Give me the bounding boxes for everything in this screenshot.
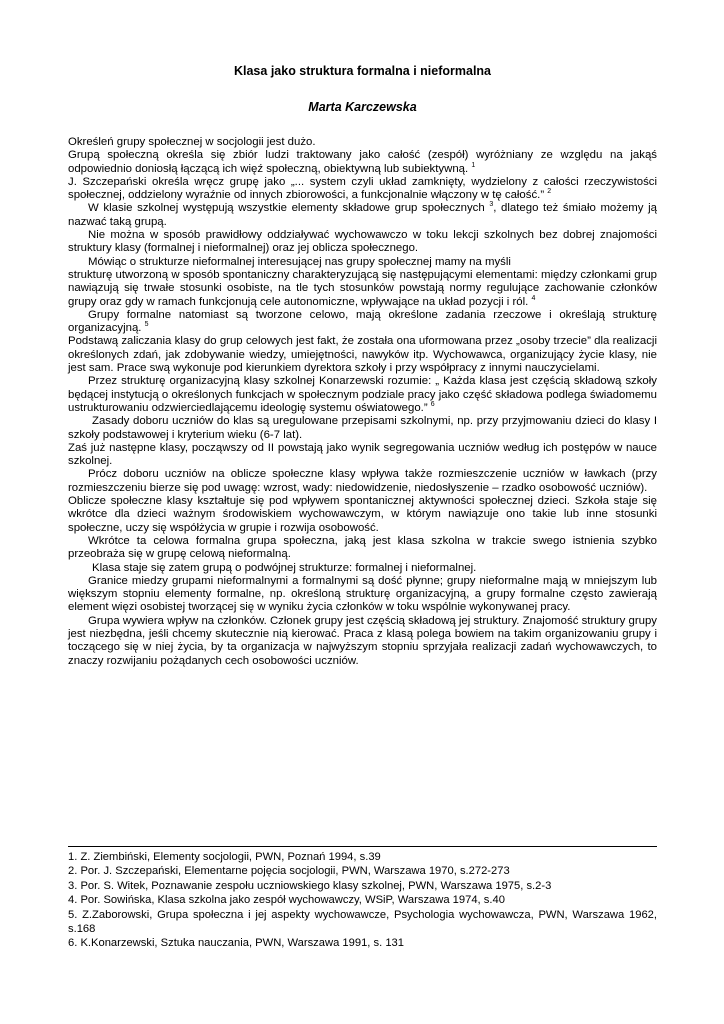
- footnote-ref: 3: [489, 201, 494, 209]
- body-paragraph: [68, 202, 657, 229]
- paragraph-text: Grupą społeczną określa się zbiór ludzi traktowany jako całość (zespół) wyróżniany ze względu na jakąś odpowiednio doniosłą łączącą ich więź społeczną, obiektywną lub subiektywną.: [68, 149, 657, 175]
- paragraph-text: Klasa staje się zatem grupą o podwójnej strukturze: formalnej i nieformalnej.: [92, 561, 477, 574]
- paragraph-text: Zaś już następne klasy, począwszy od II powstają jako wynik segregowania uczniów według ich postępów w nauce szkolnej.: [68, 441, 657, 468]
- footnote: 1. Z. Ziembiński, Elementy socjologii, PWN, Poznań 1994, s.39: [68, 851, 381, 863]
- paragraph-text: Grupy formalne natomiast są tworzone celowo, mają określone zadania rzeczowe i określają strukturę organizacyjną.: [68, 308, 657, 335]
- paragraph-text: Grupa wywiera wpływ na członków. Członek grupy jest częścią składową jej struktury. Znajomość struktury grupy jest niezbędna, jeśli chcemy skutecznie nią kierować. Praca z klasą polega bowiem na takim organizowaniu grupy i toczącego się w niej życia, by ta organizacja w najwyższym stopniu sprzyjała realizacji zadań wychowawczych, to znaczy rozwijaniu pożądanych cech osobowości uczniów.: [68, 614, 657, 667]
- footnote-ref: 6: [430, 401, 435, 409]
- body-paragraph: [68, 269, 657, 309]
- body-paragraph: [68, 335, 657, 375]
- body-paragraph: [68, 149, 657, 176]
- paragraph-text: Przez strukturę organizacyjną klasy szkolnej Konarzewski rozumie: „ Każda klasa jest częścią składową szkoły będącej instytucją o określonych funkcjach w społecznym podziale pracy jako część składowa podlega świadomemu ustrukturowaniu odzwierciedlającemu ideologię systemu oświatowego.”: [68, 375, 657, 414]
- footnote: 3. Por. S. Witek, Poznawanie zespołu uczniowskiego klasy szkolnej, PWN, Warszawa 1975, s.2-3: [68, 879, 552, 892]
- body-paragraph: [68, 575, 657, 615]
- body-paragraph: [68, 495, 657, 535]
- document-title: Klasa jako struktura formalna i nieformalna: [233, 64, 492, 78]
- body-paragraph: [68, 375, 657, 415]
- footnote-ref: 1: [471, 161, 476, 169]
- footnote-ref: 5: [144, 321, 149, 329]
- footnote: 2. Por. J. Szczepański, Elementarne pojęcia socjologii, PWN, Warszawa 1970, s.272-273: [68, 865, 510, 878]
- footnote: 6. K.Konarzewski, Sztuka nauczania, PWN, Warszawa 1991, s. 131: [68, 937, 404, 950]
- document-page: [68, 64, 657, 668]
- body-paragraph: [68, 442, 657, 469]
- paragraph-text: Nie można w sposób prawidłowy oddziaływać wychowawczo w toku lekcji szkolnych bez dobrej znajomości struktury klasy (formalnej i nieformalnej) oraz jej oblicza społecznego.: [68, 229, 657, 255]
- footnotes-section: [68, 846, 657, 951]
- body-paragraph: [68, 615, 657, 668]
- footnote-ref: 2: [547, 188, 552, 196]
- paragraph-text: Mówiąc o strukturze nieformalnej interesującej nas grupy społecznej mamy na myśli: [88, 255, 511, 268]
- document-body: [68, 136, 657, 668]
- paragraph-text: Zasady doboru uczniów do klas są uregulowane przepisami szkolnymi, np. przy przyjmowaniu dzieci do klasy I szkoły podstawowej i kryterium wieku (6-7 lat).: [68, 415, 657, 441]
- paragraph-text: Wkrótce ta celowa formalna grupa społeczna, jaką jest klasa szkolna w trakcie swego istnienia szybko przeobraża się w grupę celową nieformalną.: [68, 534, 657, 561]
- body-paragraph: [68, 256, 657, 269]
- body-paragraph: [68, 309, 657, 336]
- body-paragraph: [68, 136, 657, 149]
- document-author: Marta Karczewska: [308, 100, 417, 114]
- body-paragraph: [68, 176, 657, 203]
- paragraph-text: strukturę utworzoną w sposób spontaniczny charakteryzującą się następującymi elementami: między członkami grup nawiązują się trwałe stosunki osobiste, na tle tych stosunków powstają normy regulujące zachowanie członków grupy oraz gdy w ramach funkcjonują cele autonomiczne, wpływające na układ pozycji i ról.: [68, 268, 657, 308]
- paragraph-text: J. Szczepański określa wręcz grupę jako „... system czyli układ zamknięty, wydzielony z całości rzeczywistości społecznej, oddzielony wyraźnie od innych zbiorowości, a funkcjonalnie włączony w tę całość.”: [68, 175, 657, 202]
- body-paragraph: [68, 535, 657, 562]
- footnote: 4. Por. Sowińska, Klasa szkolna jako zespół wychowawczy, WSiP, Warszawa 1974, s.40: [68, 894, 505, 907]
- body-paragraph: [68, 562, 657, 575]
- body-paragraph: [68, 468, 657, 495]
- footnote-ref: 4: [531, 294, 536, 302]
- paragraph-text: Granice miedzy grupami nieformalnymi a formalnymi są dość płynne; grupy nieformalne mają w mniejszym lub większym stopniu elementy formalne, np. określoną strukturę organizacyjną, a grupy formalne często zawierają element więzi osobistej tworzącej się w wyniku życia członków w toku wspólnie wykonywanej pracy.: [68, 574, 657, 614]
- paragraph-text: Podstawą zaliczania klasy do grup celowych jest fakt, że została ona uformowana przez „osoby trzecie” dla realizacji określonych zdań, jak zdobywanie wiedzy, umiejętności, nawyków itp. Wychowawca, organizujący życie klasy, nie jest sam. Prace swą wykonuje pod kierunkiem dyrektora szkoły i przy współpracy z innymi nauczycielami.: [68, 335, 657, 375]
- footnote: 5. Z.Zaborowski, Grupa społeczna i jej aspekty wychowawcze, Psychologia wychowawcza, PWN, Warszawa 1962, s.168: [68, 908, 657, 936]
- paragraph-text: Określeń grupy społecznej w socjologii jest dużo.: [68, 136, 316, 148]
- paragraph-text: W klasie szkolnej występują wszystkie elementy składowe grup społecznych: [88, 202, 485, 215]
- paragraph-text: Oblicze społeczne klasy kształtuje się pod wpływem spontanicznej aktywności społecznej dzieci. Szkoła staje się wkrótce dla dzieci ważnym środowiskiem wychowawczym, w którym nawiązuje ono takie lub inne stosunki społeczne, uczy się współżycia w grupie i rozwija osobowość.: [68, 495, 657, 534]
- paragraph-text-tail: , dlatego też śmiało możemy ją nazwać taką grupą.: [68, 202, 657, 228]
- body-paragraph: [68, 229, 657, 256]
- body-paragraph: [68, 415, 657, 442]
- paragraph-text: Prócz doboru uczniów na oblicze społeczne klasy wpływa także rozmieszczenie uczniów w ławkach (przy rozmieszczeniu bierze się pod uwagę: wzrost, wady: niedowidzenie, niedosłyszenie – rzadko osobowość uczniów).: [68, 468, 657, 494]
